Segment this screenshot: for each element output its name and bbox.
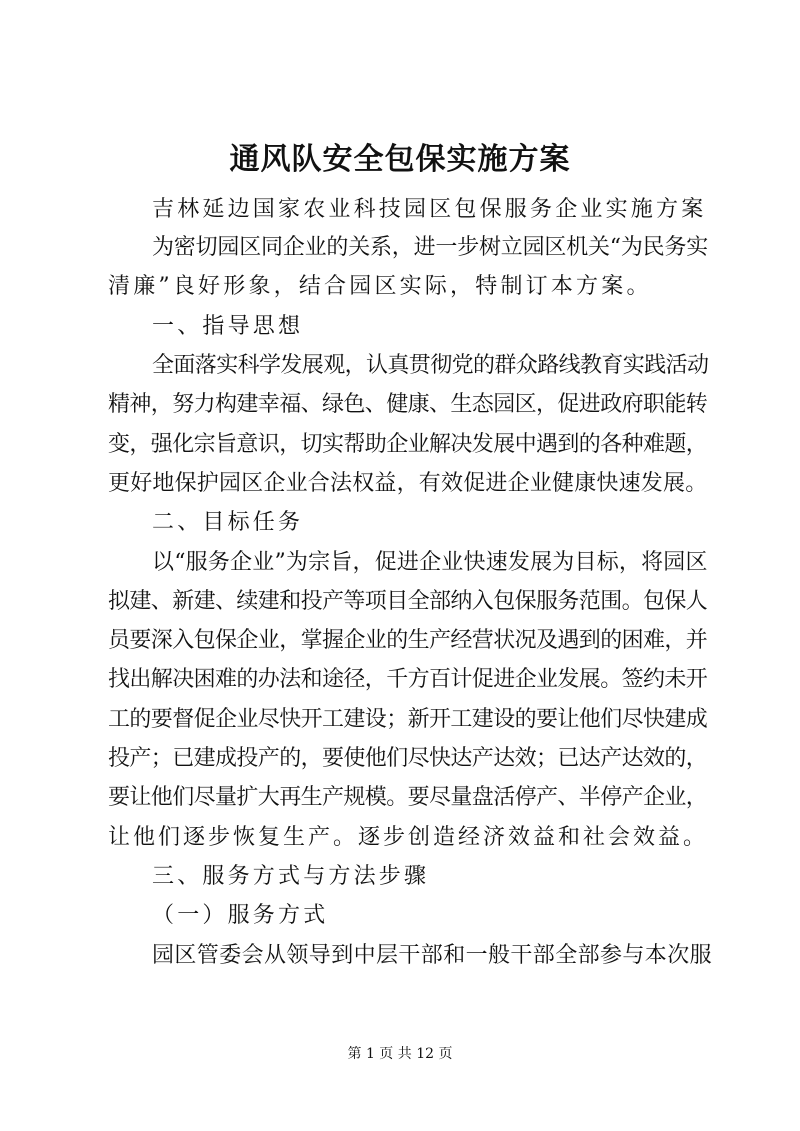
paragraph-line: 清廉”良好形象，结合园区实际，特制订本方案。 bbox=[108, 274, 652, 299]
paragraph-line: 工的要督促企业尽快开工建设；新开工建设的要让他们尽快建成 bbox=[108, 707, 708, 732]
paragraph-line: 让他们逐步恢复生产。逐步创造经济效益和社会效益。 bbox=[108, 825, 709, 850]
subsection-heading: （一）服务方式 bbox=[152, 903, 329, 928]
paragraph-line: 以“服务企业”为宗旨，促进企业快速发展为目标，将园区 bbox=[152, 550, 708, 575]
paragraph-line: 精神，努力构建幸福、绿色、健康、生态园区，促进政府职能转 bbox=[108, 392, 708, 417]
section-heading: 二、目标任务 bbox=[152, 510, 304, 535]
paragraph-line: 要让他们尽量扩大再生产规模。要尽量盘活停产、半停产企业， bbox=[108, 785, 708, 810]
paragraph-line: 员要深入包保企业，掌握企业的生产经营状况及遇到的困难，并 bbox=[108, 628, 708, 653]
paragraph-line: 变，强化宗旨意识，切实帮助企业解决发展中遇到的各种难题， bbox=[108, 432, 708, 457]
paragraph-line: 全面落实科学发展观，认真贯彻党的群众路线教育实践活动 bbox=[152, 353, 709, 378]
section-heading: 一、指导思想 bbox=[152, 314, 304, 339]
page-footer bbox=[0, 1044, 800, 1064]
paragraph-line: 为密切园区同企业的关系，进一步树立园区机关“为民务实 bbox=[152, 235, 709, 260]
page-number: 第 1 页 共 12 页 bbox=[347, 1046, 453, 1062]
paragraph-line: 拟建、新建、续建和投产等项目全部纳入包保服务范围。包保人 bbox=[108, 589, 708, 614]
paragraph-line: 更好地保护园区企业合法权益，有效促进企业健康快速发展。 bbox=[108, 471, 708, 496]
paragraph-line: 投产；已建成投产的，要使他们尽快达产达效；已达产达效的， bbox=[108, 746, 708, 771]
document-title: 通风队安全包保实施方案 bbox=[229, 142, 571, 177]
section-heading: 三、服务方式与方法步骤 bbox=[152, 864, 430, 889]
paragraph-line: 找出解决困难的办法和途径，千方百计促进企业发展。签约未开 bbox=[108, 667, 708, 692]
paragraph-line: 吉林延边国家农业科技园区包保服务企业实施方案 bbox=[152, 197, 707, 222]
paragraph-line: 园区管委会从领导到中层干部和一般干部全部参与本次服 bbox=[152, 943, 713, 968]
